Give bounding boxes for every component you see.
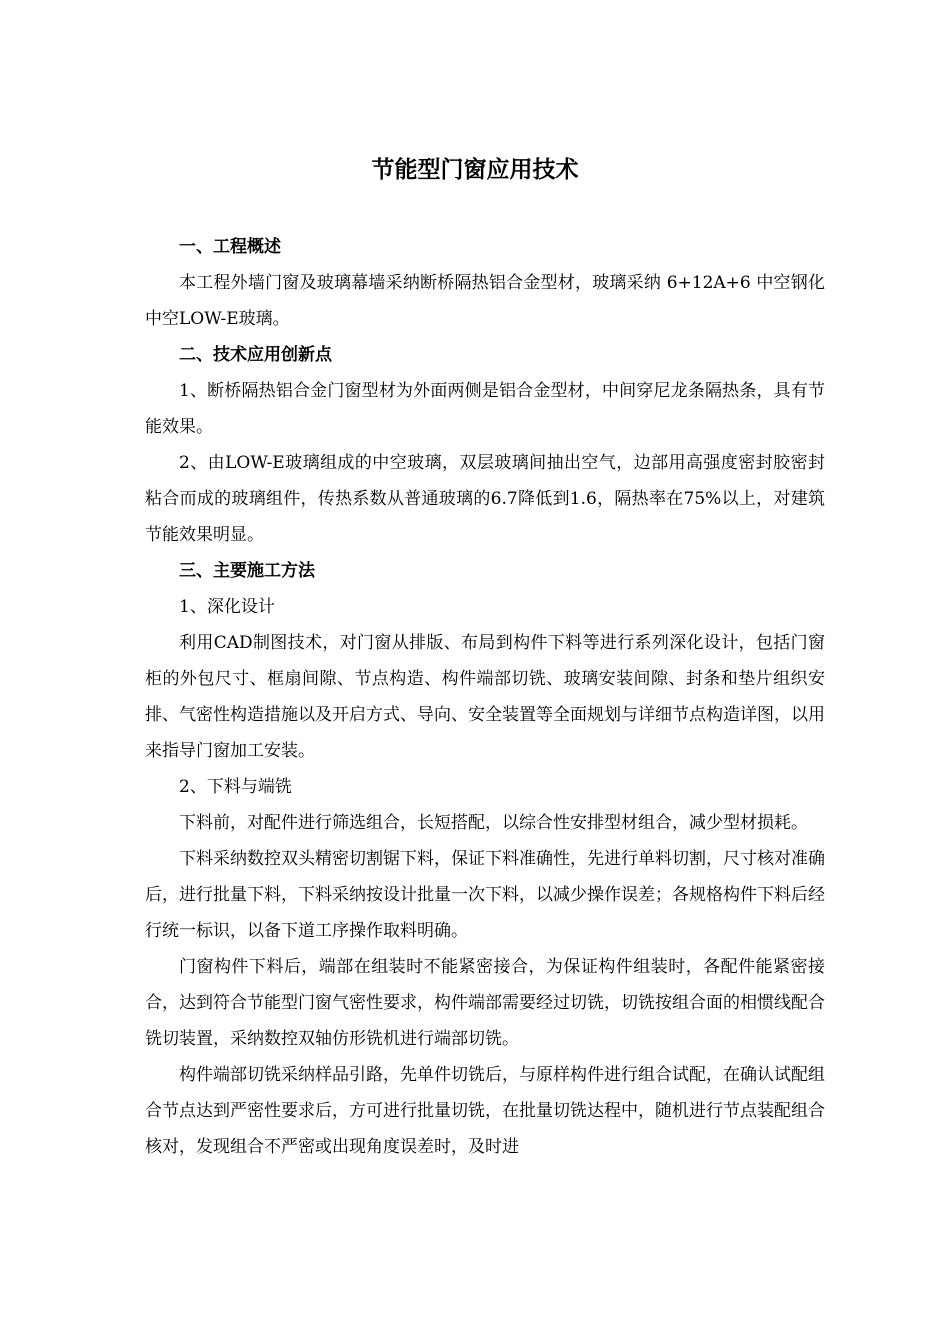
paragraph-detailed-design: 利用CAD制图技术，对门窗从排版、布局到构件下料等进行系列深化设计，包括门窗柜的外包尺寸、框扇间隙、节点构造、构件端部切铣、玻璃安装间隙、封条和垫片组织安排、气密性构造措施以及开启方式、导向、安全装置等全面规划与详细节点构造详图，以用来指导门窗加工安装。 [145,633,825,761]
paragraph-cutting-4: 构件端部切铣采纳样品引路，先单件切铣后，与原样构件进行组合试配，在确认试配组合节点达到严密性要求后，方可进行批量切铣，在批量切铣达程中，随机进行节点装配组合核对，发现组合不严密或出现角度误差时，及时进 [145,1065,825,1157]
subheading-detailed-design: 1、深化设计 [179,597,275,617]
paragraph-overview: 本工程外墙门窗及玻璃幕墙采纳断桥隔热铝合金型材，玻璃采纳 6+12A+6 中空钢化中空LOW-E玻璃。 [145,273,825,329]
section-heading-innovation: 二、技术应用创新点 [179,345,332,365]
paragraph-cutting-3: 门窗构件下料后，端部在组装时不能紧密接合，为保证构件组装时，各配件能紧密接合，达到符合节能型门窗气密性要求，构件端部需要经过切铣，切铣按组合面的相惯线配合铣切装置，采纳数控双轴仿形铣机进行端部切铣。 [145,957,825,1049]
document-title: 节能型门窗应用技术 [371,157,579,183]
paragraph-innovation-1: 1、断桥隔热铝合金门窗型材为外面两侧是铝合金型材，中间穿尼龙条隔热条，具有节能效果。 [145,381,825,437]
document-body [145,229,825,1165]
section-heading-construction-method: 三、主要施工方法 [179,561,315,581]
section-heading-overview: 一、工程概述 [179,237,281,257]
paragraph-cutting-2: 下料采纳数控双头精密切割锯下料，保证下料准确性，先进行单料切割，尺寸核对准确后，进行批量下料，下料采纳按设计批量一次下料，以减少操作误差；各规格构件下料后经行统一标识，以备下道工序操作取料明确。 [145,849,825,941]
subheading-cutting-milling: 2、下料与端铣 [179,777,292,797]
paragraph-innovation-2: 2、由LOW-E玻璃组成的中空玻璃，双层玻璃间抽出空气，边部用高强度密封胶密封粘合而成的玻璃组件，传热系数从普通玻璃的6.7降低到1.6，隔热率在75%以上，对建筑节能效果明显。 [145,453,825,545]
paragraph-cutting-1: 下料前，对配件进行筛选组合，长短搭配，以综合性安排型材组合，减少型材损耗。 [179,813,808,833]
